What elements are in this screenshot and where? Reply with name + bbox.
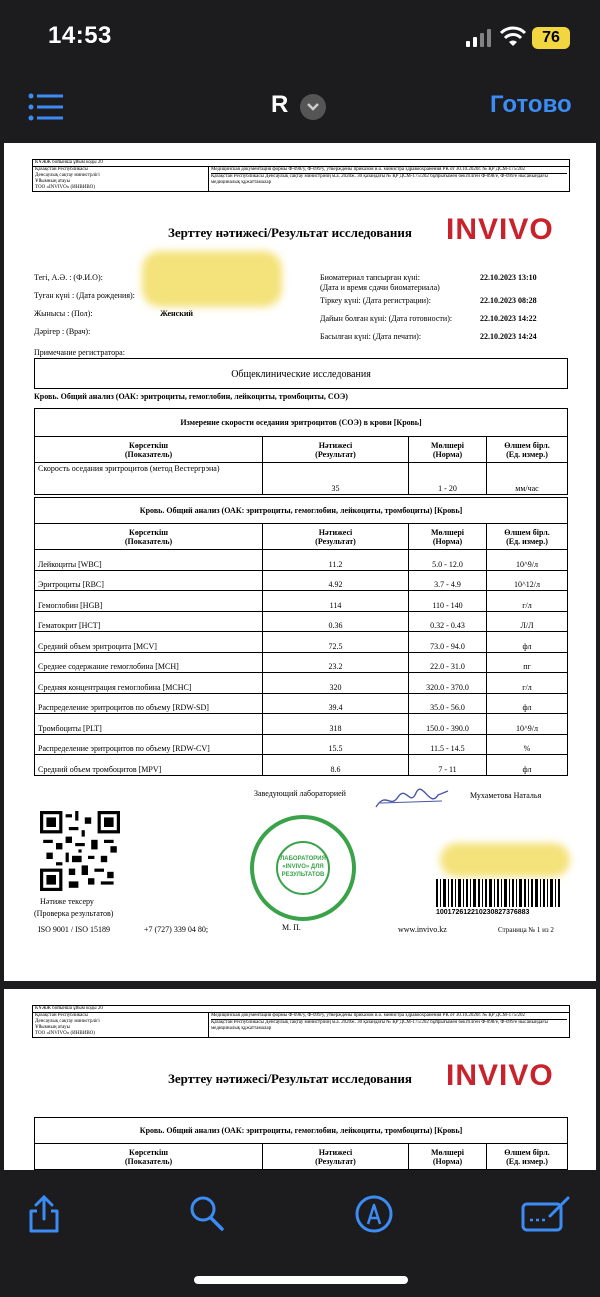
col-indicator-ru: (Показатель) <box>124 1156 173 1166</box>
table-row <box>35 693 568 714</box>
col-indicator: Көрсеткіш <box>129 1147 168 1157</box>
sample-date-label: Биоматериал тапсырған күні: <box>320 273 420 282</box>
row-result: 114 <box>263 591 409 612</box>
analysis-label: Кровь. Общий анализ (ОАК: эритроциты, гемоглобин, лейкоциты, тромбоциты, СОЭ) <box>34 392 348 401</box>
col-norm: Мөлшері <box>430 440 464 450</box>
home-indicator[interactable] <box>194 1276 408 1284</box>
row-unit: 10^9/л <box>487 714 568 735</box>
battery-indicator: 76 <box>532 27 570 49</box>
redacted-barcode-label <box>440 843 570 877</box>
col-norm-ru: (Норма) <box>432 536 463 546</box>
header-left-line: Ұйымның атауы <box>35 1025 70 1030</box>
table-row <box>35 734 568 755</box>
row-result: 320 <box>263 673 409 694</box>
section-title: Общеклинические исследования <box>34 358 568 389</box>
row-name: Гемоглобин [HGB] <box>35 591 263 612</box>
chevron-down-icon <box>300 94 326 120</box>
row-norm: 11.5 - 14.5 <box>409 734 487 755</box>
table-row <box>35 463 568 495</box>
document-viewer[interactable] <box>0 143 600 1170</box>
table-row <box>35 652 568 673</box>
row-unit: % <box>487 734 568 755</box>
cbc-table-caption: Кровь. Общий анализ (ОАК: эритроциты, гемоглобин, лейкоциты, тромбоциты) [Кровь] <box>35 498 568 524</box>
ready-date-value: 22.10.2023 14:22 <box>480 314 537 323</box>
row-name: Средний объем эритроцита [MCV] <box>35 632 263 653</box>
document-header-box <box>32 159 570 192</box>
row-result: 4.92 <box>263 570 409 591</box>
header-left-line: Қазақстан Республикасы <box>35 1013 88 1018</box>
invivo-logo: INVIVO <box>446 213 554 246</box>
esr-table <box>34 408 568 495</box>
table-row <box>35 611 568 632</box>
table-row <box>35 591 568 612</box>
document-page-2 <box>4 989 596 1170</box>
row-norm: 110 - 140 <box>409 591 487 612</box>
header-left-line: Денсаулық сақтау министрлігі <box>35 1019 100 1024</box>
edit-icon[interactable] <box>520 1194 572 1234</box>
qr-code[interactable] <box>40 811 120 891</box>
sample-date-label-ru: (Дата и время сдачи биоматериала) <box>320 283 440 292</box>
col-norm-ru: (Норма) <box>432 1156 463 1166</box>
col-result: Нәтижесі <box>318 527 353 537</box>
website-link[interactable]: www.invivo.kz <box>398 925 447 934</box>
page-number: Страница № 1 из 2 <box>498 926 554 934</box>
print-date-value: 22.10.2023 14:24 <box>480 332 537 341</box>
barcode <box>436 879 562 907</box>
invivo-logo: INVIVO <box>446 1059 554 1092</box>
row-unit: фл <box>487 755 568 776</box>
row-norm: 1 - 20 <box>409 463 487 495</box>
row-norm: 35.0 - 56.0 <box>409 693 487 714</box>
cellular-signal-icon <box>466 29 492 47</box>
navigation-bar <box>0 75 600 143</box>
col-unit-ru: (Ед. измер.) <box>506 449 548 459</box>
col-unit: Өлшем бірл. <box>504 1147 550 1157</box>
header-left-line: Ұйымның атауы <box>35 179 70 184</box>
share-icon[interactable] <box>26 1194 62 1234</box>
stamp-text: ЛАБОРАТОРИЯ «INVIVO» ДЛЯ РЕЗУЛЬТАТОВ <box>276 841 330 895</box>
col-norm-ru: (Норма) <box>432 449 463 459</box>
header-right-line: Медицинская документация формы Ф-098/у, Ф-099/у, утверждены приказом и.о. министра здравоохранения РК от 30.10.2020г. № ҚР ДСМ-175/202 <box>211 1013 567 1020</box>
col-result-ru: (Результат) <box>315 536 356 546</box>
row-result: 72.5 <box>263 632 409 653</box>
document-header-box <box>32 1005 570 1038</box>
col-indicator-ru: (Показатель) <box>124 536 173 546</box>
header-left-line: ТОО «INVIVO» (ИНВИВО) <box>35 1031 95 1036</box>
lab-head-name: Мухаметова Наталья <box>470 791 542 800</box>
check-results-label: Нәтиже тексеру <box>40 897 94 906</box>
row-name: Лейкоциты [WBC] <box>35 550 263 571</box>
done-button[interactable]: Готово <box>490 91 572 118</box>
row-norm: 22.0 - 31.0 <box>409 652 487 673</box>
clock: 14:53 <box>48 22 112 49</box>
row-unit: 10^9/л <box>487 550 568 571</box>
phone-number: +7 (727) 339 04 80; <box>144 925 209 934</box>
registration-date-label: Тіркеу күні: (Дата регистрации): <box>320 296 431 305</box>
row-unit: Л/Л <box>487 611 568 632</box>
title-menu-button[interactable] <box>300 94 326 120</box>
registrar-note-label: Примечание регистратора: <box>34 348 125 357</box>
seal-place-label: М. П. <box>282 923 301 932</box>
esr-table-caption: Измерение скорости оседания эритроцитов (СОЭ) в крови [Кровь] <box>35 409 568 437</box>
redacted-patient-info <box>142 251 282 307</box>
patient-name-label: Тегі, А.Ә. : (Ф.И.О): <box>34 273 103 282</box>
row-norm: 5.0 - 12.0 <box>409 550 487 571</box>
row-norm: 320.0 - 370.0 <box>409 673 487 694</box>
row-result: 35 <box>263 463 409 495</box>
row-result: 11.2 <box>263 550 409 571</box>
row-name: Распределение эритроцитов по объему [RDW-SD] <box>35 693 263 714</box>
patient-dob-label: Туған күні : (Дата рождения): <box>34 291 135 300</box>
row-unit: фл <box>487 632 568 653</box>
cbc-table <box>34 497 568 776</box>
col-result-ru: (Результат) <box>315 1156 356 1166</box>
header-right-line: Медицинская документация формы Ф-098/у, Ф-099/у, утверждены приказом и.о. министра здравоохранения РК от 30.10.2020г. № ҚР ДСМ-175/202 <box>211 167 567 174</box>
patient-sex-label: Жынысы : (Пол): <box>34 309 93 318</box>
row-unit: г/л <box>487 673 568 694</box>
header-right-line: Қазақстан Республикасы Денсаулық сақтау министрінің м.а. 2020ж. 30 қазандағы № ҚР ДСМ-175/202 бұйрығымен бекітілген Ф-098/е, Ф-099/е нысанындағы медициналық құжаттамалар <box>211 174 548 185</box>
row-norm: 7 - 11 <box>409 755 487 776</box>
row-norm: 150.0 - 390.0 <box>409 714 487 735</box>
header-left-line: ТОО «INVIVO» (ИНВИВО) <box>35 185 95 190</box>
result-title: Зерттеу нәтижесі/Результат исследования <box>168 225 412 240</box>
result-title: Зерттеу нәтижесі/Результат исследования <box>168 1071 412 1086</box>
wifi-icon <box>500 26 526 48</box>
table-row <box>35 755 568 776</box>
col-unit-ru: (Ед. измер.) <box>506 1156 548 1166</box>
row-unit: г/л <box>487 591 568 612</box>
row-name: Эритроциты [RBC] <box>35 570 263 591</box>
row-name: Средний объем тромбоцитов [MPV] <box>35 755 263 776</box>
print-date-label: Басылған күні: (Дата печати): <box>320 332 422 341</box>
registration-date-value: 22.10.2023 08:28 <box>480 296 537 305</box>
col-result-ru: (Результат) <box>315 449 356 459</box>
col-unit-ru: (Ед. измер.) <box>506 536 548 546</box>
row-name: Скорость оседания эритроцитов (метод Вестергрэна) <box>35 463 263 495</box>
col-unit: Өлшем бірл. <box>504 440 550 450</box>
table-row <box>35 570 568 591</box>
ready-date-label: Дайын болған күні: (Дата готовности): <box>320 314 453 323</box>
check-results-label-ru: (Проверка результатов) <box>34 909 114 918</box>
iso-label: ISO 9001 / ISO 15189 <box>38 925 111 934</box>
row-name: Гематокрит [HCT] <box>35 611 263 632</box>
row-unit: фл <box>487 693 568 714</box>
row-result: 39.4 <box>263 693 409 714</box>
col-indicator: Көрсеткіш <box>129 440 168 450</box>
search-icon[interactable] <box>188 1194 226 1234</box>
row-name: Распределение эритроцитов по объему [RDW-CV] <box>35 734 263 755</box>
row-result: 318 <box>263 714 409 735</box>
col-indicator-ru: (Показатель) <box>124 449 173 459</box>
document-title[interactable]: R <box>271 91 289 118</box>
row-result: 15.5 <box>263 734 409 755</box>
col-norm: Мөлшері <box>430 1147 464 1157</box>
row-unit: мм/час <box>487 463 568 495</box>
row-norm: 73.0 - 94.0 <box>409 632 487 653</box>
barcode-number: 100172612210230827376883 <box>436 909 530 916</box>
row-result: 23.2 <box>263 652 409 673</box>
list-icon[interactable] <box>28 92 64 122</box>
markup-icon[interactable] <box>354 1194 394 1234</box>
row-norm: 3.7 - 4.9 <box>409 570 487 591</box>
sample-date-value: 22.10.2023 13:10 <box>480 273 537 282</box>
col-result: Нәтижесі <box>318 440 353 450</box>
row-name: Средняя концентрация гемоглобина [MCHC] <box>35 673 263 694</box>
header-left-line: Қазақстан Республикасы <box>35 167 88 172</box>
row-norm: 0.32 - 0.43 <box>409 611 487 632</box>
header-left-line: Денсаулық сақтау министрлігі <box>35 173 100 178</box>
doctor-label: Дәрігер : (Врач): <box>34 327 91 336</box>
cbc-table-caption: Кровь. Общий анализ (ОАК: эритроциты, гемоглобин, лейкоциты, тромбоциты) [Кровь] <box>35 1118 568 1144</box>
row-result: 8.6 <box>263 755 409 776</box>
status-bar <box>0 0 600 75</box>
org-code: КҰЖЖ бойынша ұйым коды 20 <box>35 1006 103 1011</box>
table-row <box>35 632 568 653</box>
col-unit: Өлшем бірл. <box>504 527 550 537</box>
row-result: 0.36 <box>263 611 409 632</box>
patient-sex-value: Женский <box>160 309 194 318</box>
row-name: Тромбоциты [PLT] <box>35 714 263 735</box>
col-result: Нәтижесі <box>318 1147 353 1157</box>
cbc-table-continued <box>34 1117 568 1170</box>
row-unit: 10^12/л <box>487 570 568 591</box>
table-row <box>35 673 568 694</box>
lab-head-label: Заведующий лабораторией <box>254 789 346 798</box>
header-right-line: Қазақстан Республикасы Денсаулық сақтау министрінің м.а. 2020ж. 30 қазандағы № ҚР ДСМ-175/202 бұйрығымен бекітілген Ф-098/е, Ф-099/е нысанындағы медициналық құжаттамалар <box>211 1020 548 1031</box>
col-indicator: Көрсеткіш <box>129 527 168 537</box>
row-unit: пг <box>487 652 568 673</box>
row-name: Среднее содержание гемоглобина [MCH] <box>35 652 263 673</box>
document-page-1 <box>4 143 596 981</box>
table-row <box>35 714 568 735</box>
lab-stamp <box>250 815 356 921</box>
col-norm: Мөлшері <box>430 527 464 537</box>
signature <box>372 787 452 813</box>
table-row <box>35 550 568 571</box>
org-code: КҰЖЖ бойынша ұйым коды 20 <box>35 160 103 165</box>
